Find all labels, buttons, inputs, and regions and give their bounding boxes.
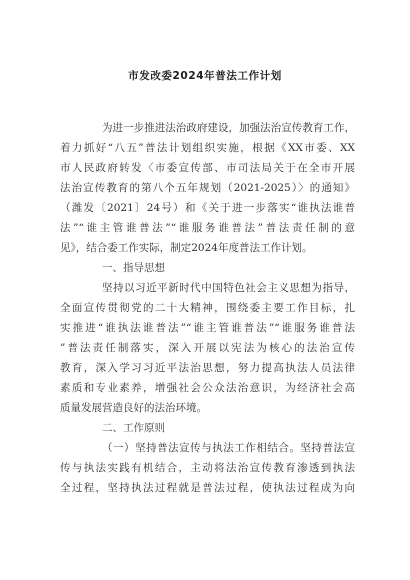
- document-body: [0, 118, 410, 580]
- paragraph-line: 法”“谁主管谁普法”“谁服务谁普法”普法责任制的意: [60, 222, 355, 234]
- paragraph-line: ”普法责任制落实，深入开展以宪法为核心的法治宣传: [60, 342, 355, 354]
- paragraph-line: 法治宣传教育的第八个五年规划（2021-2025）〉的通知》: [60, 182, 355, 194]
- paragraph-line: 着力抓好“八五”普法计划组织实施，根据《XX市委、XX: [60, 142, 355, 154]
- document-title: 市发改委2024年普法工作计划: [128, 70, 282, 82]
- paragraph-line: 素质和专业素养，增强社会公众法治意识，为经济社会高: [60, 382, 355, 394]
- paragraph-line: 全过程，坚持执法过程就是普法过程，使执法过程成为向: [60, 482, 355, 494]
- paragraph-line: 实推进“谁执法谁普法”“谁主管谁普法”“谁服务谁普法: [60, 322, 355, 334]
- paragraph-line: （一）坚持普法宣传与执法工作相结合。坚持普法宣: [102, 442, 355, 454]
- section-heading: 一、指导思想: [102, 262, 165, 274]
- paragraph-line: 坚持以习近平新时代中国特色社会主义思想为指导，: [102, 282, 355, 294]
- paragraph-line: 全面宣传贯彻党的二十大精神，围绕委主要工作目标，扎: [60, 302, 355, 314]
- section-heading: 二、工作原则: [102, 422, 165, 434]
- paragraph-line: 市人民政府转发〈市委宣传部、市司法局关于在全市开展: [60, 162, 355, 174]
- paragraph-line: （潍发〔2021〕24号）和《关于进一步落实“谁执法谁普: [60, 202, 355, 214]
- paragraph-line: 为进一步推进法治政府建设，加强法治宣传教育工作，: [102, 122, 355, 134]
- paragraph-line: 质量发展营造良好的法治环境。: [60, 402, 207, 414]
- paragraph-line: 见》，结合委工作实际，制定2024年度普法工作计划。: [60, 242, 313, 254]
- paragraph-line: 教育，深入学习习近平法治思想，努力提高执法人员法律: [60, 362, 355, 374]
- paragraph-line: 传与执法实践有机结合，主动将法治宣传教育渗透到执法: [60, 462, 355, 474]
